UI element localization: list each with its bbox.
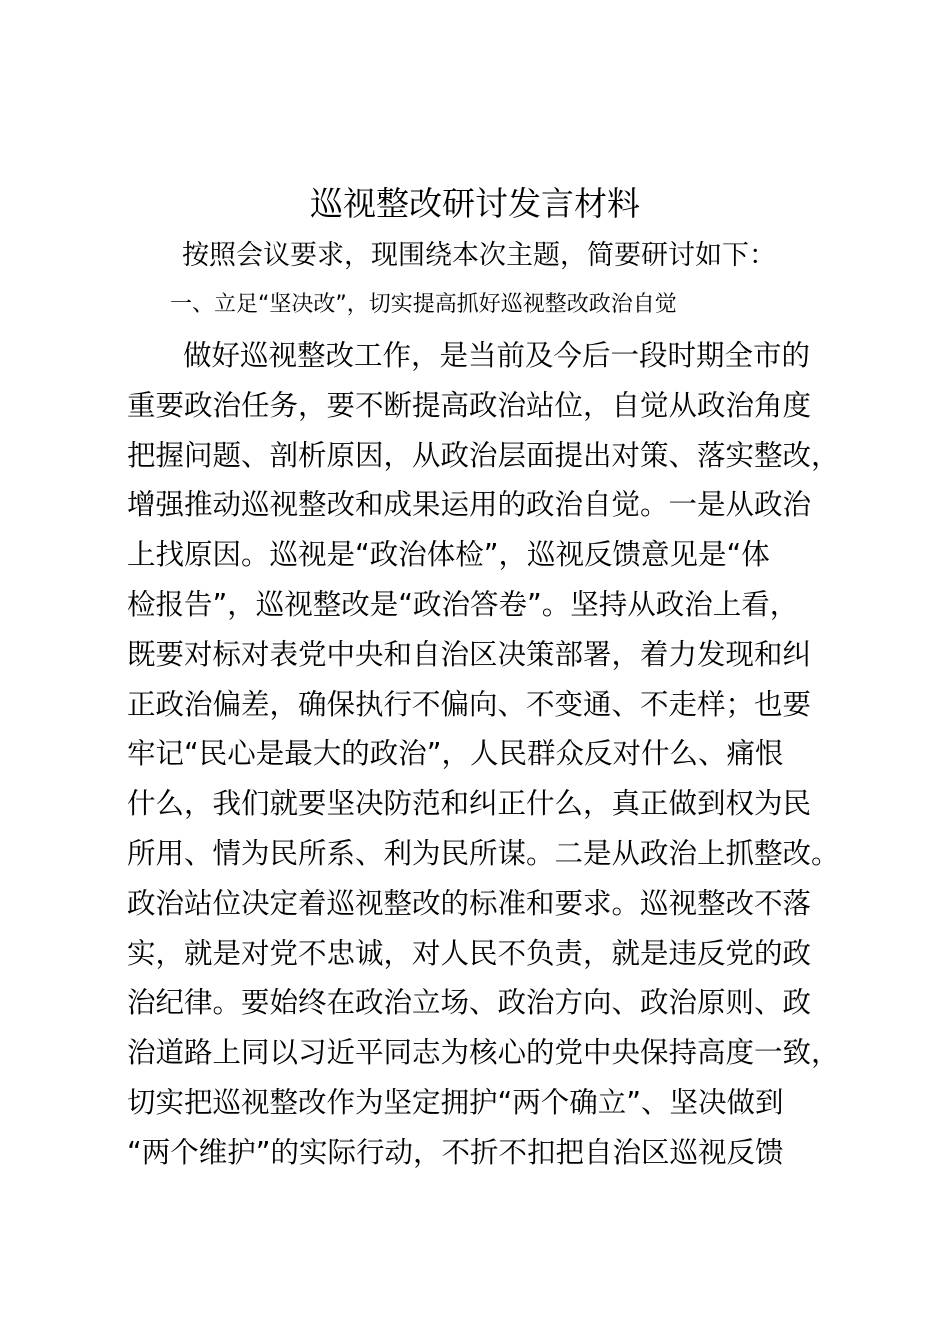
paragraph-line: 牢记“民心是最大的政治”，人民群众反对什么、痛恨 [127, 737, 784, 771]
paragraph-line: 既要对标对表党中央和自治区决策部署，着力发现和纠 [127, 637, 812, 671]
paragraph-line: 治纪律。要始终在政治立场、政治方向、政治原则、政 [127, 986, 812, 1020]
paragraph-line: 治道路上同以习近平同志为核心的党中央保持高度一致， [127, 1036, 840, 1070]
paragraph-line: 所用、情为民所系、利为民所谋。二是从政治上抓整改。 [127, 836, 840, 870]
paragraph-line: “两个维护”的实际行动，不折不扣把自治区巡视反馈 [127, 1135, 784, 1169]
paragraph-line: 切实把巡视整改作为坚定拥护“两个确立”、坚决做到 [127, 1085, 784, 1119]
paragraph-line: 做好巡视整改工作，是当前及今后一段时期全市的 [183, 339, 811, 372]
paragraph-line: 正政治偏差，确保执行不偏向、不变通、不走样；也要 [127, 687, 812, 721]
intro-text: 按照会议要求，现围绕本次主题，简要研讨如下： [182, 240, 776, 271]
paragraph-line: 把握问题、剖析原因，从政治层面提出对策、落实整改， [127, 438, 840, 472]
paragraph-line: 什么，我们就要坚决防范和纠正什么，真正做到权为民 [127, 787, 812, 821]
paragraph-line: 上找原因。巡视是“政治体检”，巡视反馈意见是“体 [127, 538, 770, 572]
paragraph-line: 重要政治任务，要不断提高政治站位，自觉从政治角度 [127, 388, 812, 422]
section-heading: 一、立足“坚决改”，切实提高抓好巡视整改政治自觉 [170, 292, 677, 317]
paragraph-line: 实，就是对党不忠诚，对人民不负责，就是违反党的政 [127, 936, 812, 970]
paragraph-line: 政治站位决定着巡视整改的标准和要求。巡视整改不落 [127, 886, 812, 920]
body-paragraph [127, 331, 867, 1178]
paragraph-line: 检报告”，巡视整改是“政治答卷”。坚持从政治上看， [127, 587, 799, 621]
document-title: 巡视整改研讨发言材料 [310, 184, 640, 223]
paragraph-line: 增强推动巡视整改和成果运用的政治自觉。一是从政治 [127, 488, 812, 522]
